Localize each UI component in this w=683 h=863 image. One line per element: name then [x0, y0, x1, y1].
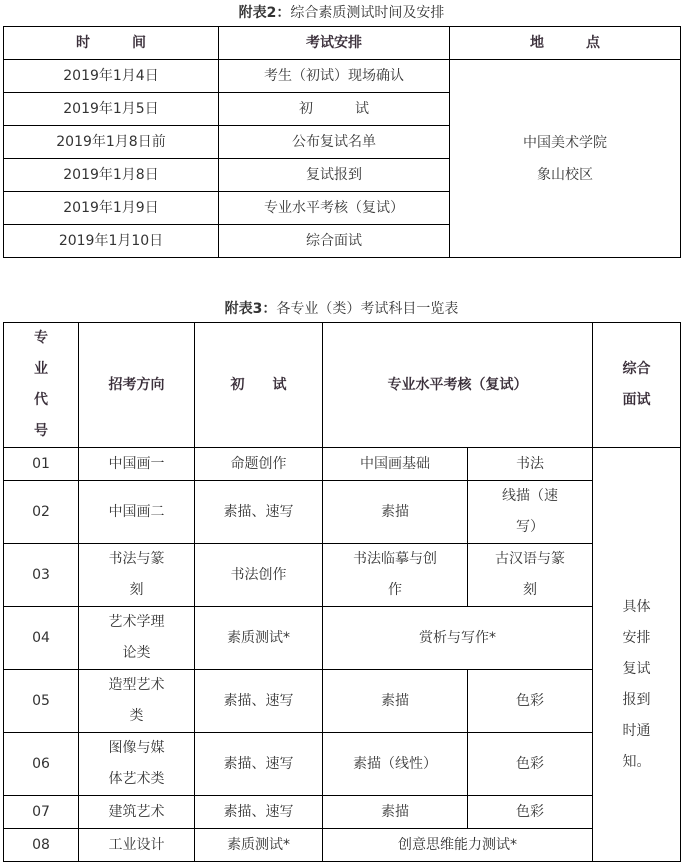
note-line: 报到 [622, 691, 651, 708]
professional-cell-1: 素描 [323, 481, 468, 544]
professional-cell-2 [468, 544, 593, 607]
event-cell: 专业水平考核（复试） [219, 192, 450, 225]
schedule-table [3, 26, 681, 258]
cell-line: 图像与媒 [108, 740, 165, 756]
cell-line: 类 [129, 708, 144, 724]
cell-line: 写） [516, 519, 544, 535]
cell-line: 体艺术类 [108, 771, 165, 787]
professional-merged-cell: 赏析与写作* [323, 607, 593, 670]
preliminary-cell: 素描、速写 [195, 670, 323, 733]
header-char: 号 [34, 423, 48, 439]
direction-cell [79, 670, 195, 733]
table2-caption-title: 综合素质测试时间及安排 [290, 5, 445, 21]
note-line: 具体 [622, 598, 651, 615]
professional-cell-1: 素描 [323, 670, 468, 733]
interview-note-cell [593, 448, 681, 862]
preliminary-cell: 命题创作 [195, 448, 323, 481]
preliminary-cell: 素描、速写 [195, 733, 323, 796]
preliminary-cell: 素质测试* [195, 607, 323, 670]
header-preliminary: 初 试 [195, 323, 323, 448]
header-char: 专 [34, 330, 48, 346]
note-line: 复试 [622, 660, 651, 677]
subjects-header-row [4, 323, 681, 448]
note-line: 安排 [622, 629, 651, 646]
code-cell: 03 [4, 544, 79, 607]
header-interview [593, 323, 681, 448]
header-line: 面试 [622, 392, 651, 408]
cell-line: 刻 [129, 582, 144, 598]
cell-line: 刻 [523, 582, 537, 598]
event-cell: 初 试 [219, 93, 450, 126]
code-cell: 02 [4, 481, 79, 544]
cell-line: 书法临摹与创 [353, 551, 437, 567]
direction-cell [79, 733, 195, 796]
preliminary-cell: 书法创作 [195, 544, 323, 607]
table-row [4, 829, 681, 862]
direction-cell: 中国画二 [79, 481, 195, 544]
header-location: 地 点 [450, 27, 681, 60]
cell-line: 造型艺术 [108, 677, 165, 693]
cell-line: 线描（速 [502, 488, 558, 504]
table3-caption-title: 各专业（类）考试科目一览表 [276, 301, 459, 317]
code-cell: 04 [4, 607, 79, 670]
direction-cell: 工业设计 [79, 829, 195, 862]
professional-cell-1: 素描 [323, 796, 468, 829]
header-char: 代 [34, 392, 48, 408]
cell-line: 作 [388, 582, 402, 598]
date-cell: 2019年1月8日 [4, 159, 219, 192]
date-cell: 2019年1月5日 [4, 93, 219, 126]
table2-caption-label: 附表2： [238, 5, 291, 21]
event-cell: 综合面试 [219, 225, 450, 258]
code-cell: 01 [4, 448, 79, 481]
header-char: 业 [34, 361, 48, 377]
date-cell: 2019年1月9日 [4, 192, 219, 225]
preliminary-cell: 素质测试* [195, 829, 323, 862]
event-cell: 复试报到 [219, 159, 450, 192]
preliminary-cell: 素描、速写 [195, 796, 323, 829]
header-professional: 专业水平考核（复试） [323, 323, 593, 448]
table-row [4, 607, 681, 670]
header-major-code [4, 323, 79, 448]
schedule-header-row [4, 27, 681, 60]
preliminary-cell: 素描、速写 [195, 481, 323, 544]
direction-cell: 建筑艺术 [79, 796, 195, 829]
professional-cell-2: 色彩 [468, 796, 593, 829]
table-row [4, 60, 681, 93]
professional-cell-1: 素描（线性） [323, 733, 468, 796]
header-direction: 招考方向 [79, 323, 195, 448]
direction-cell [79, 607, 195, 670]
professional-cell-2: 色彩 [468, 733, 593, 796]
header-arrangement: 考试安排 [219, 27, 450, 60]
professional-cell-2: 色彩 [468, 670, 593, 733]
cell-line: 古汉语与篆 [495, 551, 565, 567]
header-time: 时 间 [4, 27, 219, 60]
professional-merged-cell: 创意思维能力测试* [323, 829, 593, 862]
professional-cell-1: 中国画基础 [323, 448, 468, 481]
header-line: 综合 [622, 361, 651, 377]
table3-caption [0, 298, 683, 318]
event-cell: 公布复试名单 [219, 126, 450, 159]
note-line: 知。 [622, 753, 651, 770]
code-cell: 05 [4, 670, 79, 733]
location-line2: 象山校区 [537, 166, 593, 183]
code-cell: 06 [4, 733, 79, 796]
table-row [4, 448, 681, 481]
cell-line: 艺术学理 [108, 614, 165, 630]
event-cell: 考生（初试）现场确认 [219, 60, 450, 93]
code-cell: 08 [4, 829, 79, 862]
date-cell: 2019年1月10日 [4, 225, 219, 258]
date-cell: 2019年1月4日 [4, 60, 219, 93]
professional-cell-2: 书法 [468, 448, 593, 481]
cell-line: 书法与篆 [108, 551, 165, 567]
note-line: 时通 [622, 722, 651, 739]
professional-cell-2 [468, 481, 593, 544]
table-row [4, 481, 681, 544]
table-row [4, 670, 681, 733]
date-cell: 2019年1月8日前 [4, 126, 219, 159]
professional-cell-1 [323, 544, 468, 607]
table-row [4, 544, 681, 607]
table-row [4, 733, 681, 796]
table-row [4, 796, 681, 829]
code-cell: 07 [4, 796, 79, 829]
table3-caption-label: 附表3： [224, 301, 277, 317]
location-cell [450, 60, 681, 258]
location-line1: 中国美术学院 [523, 134, 607, 151]
subjects-table [3, 322, 681, 862]
table2-caption [0, 2, 683, 22]
cell-line: 论类 [122, 645, 151, 661]
direction-cell [79, 544, 195, 607]
direction-cell: 中国画一 [79, 448, 195, 481]
